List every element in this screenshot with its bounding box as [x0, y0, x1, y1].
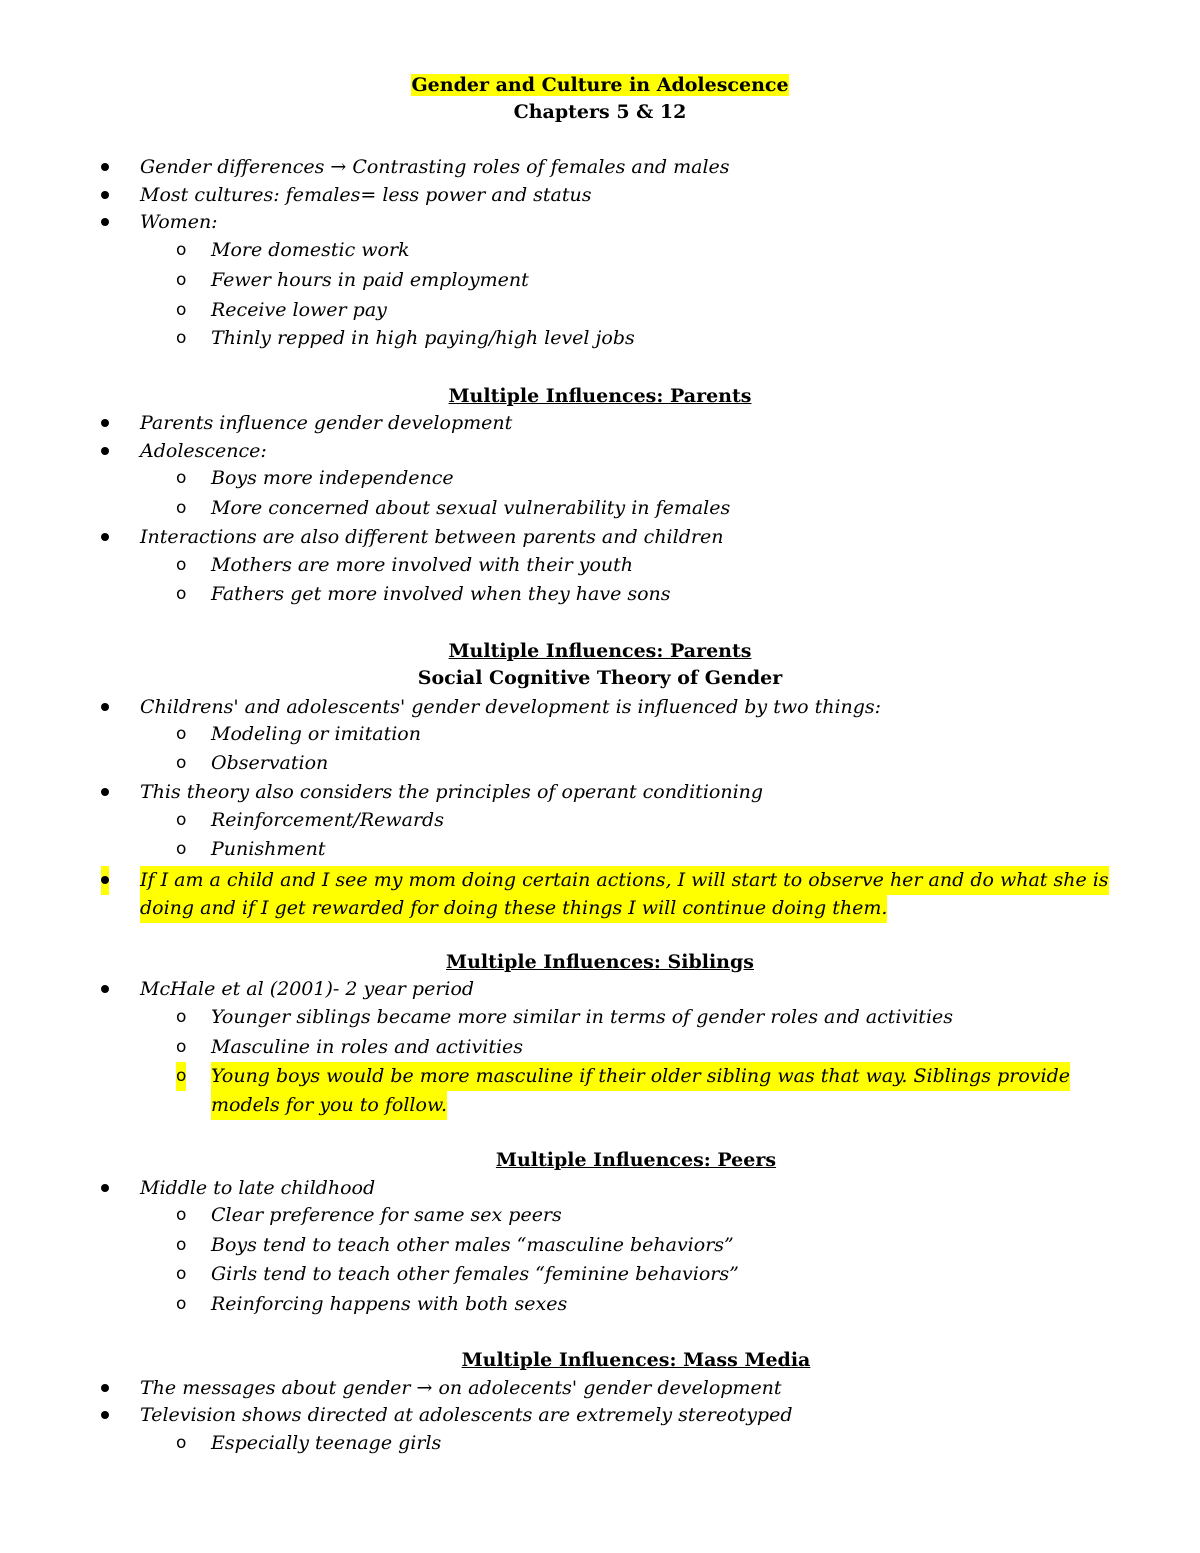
- bullet-icon: [101, 409, 109, 438]
- section-subheading-text: Social Cognitive Theory of Gender: [417, 667, 783, 689]
- sub-list-item-text: Boys more independence: [211, 467, 454, 489]
- sub-list-item-text: More concerned about sexual vulnerability in females: [211, 497, 731, 519]
- sub-list-item-text: Masculine in roles and activities: [211, 1036, 524, 1058]
- circle-bullet-icon: o: [176, 839, 187, 859]
- sub-list-item-text: Observation: [211, 752, 329, 774]
- circle-bullet-icon: o: [176, 498, 187, 518]
- circle-bullet-icon: o: [176, 1235, 187, 1255]
- circle-bullet-icon: o: [176, 1205, 187, 1225]
- section-heading-text: Multiple Influences: Siblings: [446, 951, 754, 973]
- list-item-text: If I am a child and I see my mom doing certain actions, I will start to observe her and do what she is: [140, 866, 1109, 895]
- circle-bullet-icon: o: [176, 240, 187, 260]
- circle-bullet-icon: o: [176, 584, 187, 604]
- bullet-icon: [101, 778, 109, 807]
- section-heading-peers: [36, 1147, 1200, 1174]
- bullet-icon: [101, 181, 109, 210]
- section-heading-text: Multiple Influences: Parents: [448, 640, 752, 662]
- sub-list-item-text: Clear preference for same sex peers: [211, 1204, 562, 1226]
- circle-bullet-icon: o: [176, 1037, 187, 1057]
- sub-list-item-text: Punishment: [211, 838, 326, 860]
- bullet-icon: [101, 1401, 109, 1430]
- section-heading-text: Multiple Influences: Peers: [495, 1149, 777, 1171]
- list-item-text: doing and if I get rewarded for doing these things I will continue doing them.: [140, 894, 887, 923]
- section-heading-media: [36, 1347, 1200, 1374]
- bullet-icon: [101, 1374, 109, 1403]
- sub-list-item-text: Girls tend to teach other females “feminine behaviors”: [211, 1263, 739, 1285]
- sub-list-item-text: Younger siblings became more similar in terms of gender roles and activities: [211, 1006, 954, 1028]
- circle-bullet-icon: o: [176, 1062, 186, 1091]
- sub-list-item-text: Reinforcing happens with both sexes: [211, 1293, 568, 1315]
- list-item-text: Adolescence:: [140, 440, 267, 462]
- circle-bullet-icon: o: [176, 300, 187, 320]
- list-item-text: This theory also considers the principles of operant conditioning: [140, 781, 764, 803]
- subtitle-text: Chapters 5 & 12: [513, 101, 687, 123]
- list-item-text: Gender differences → Contrasting roles of females and males: [140, 156, 730, 178]
- list-item-text: Interactions are also different between parents and children: [140, 526, 724, 548]
- list-item-text: The messages about gender → on adolecents' gender development: [140, 1377, 782, 1399]
- list-item-text: Most cultures: females= less power and status: [140, 184, 592, 206]
- circle-bullet-icon: o: [176, 1294, 187, 1314]
- bullet-icon: [101, 437, 109, 466]
- section-heading-text: Multiple Influences: Mass Media: [461, 1349, 811, 1371]
- list-item-text: Television shows directed at adolescents are extremely stereotyped: [140, 1404, 793, 1426]
- circle-bullet-icon: o: [176, 810, 187, 830]
- sub-list-item-text: models for you to follow.: [211, 1091, 447, 1120]
- circle-bullet-icon: o: [176, 328, 187, 348]
- circle-bullet-icon: o: [176, 753, 187, 773]
- sub-list-item-text: Mothers are more involved with their youth: [211, 554, 633, 576]
- circle-bullet-icon: o: [176, 1264, 187, 1284]
- bullet-icon: [101, 523, 109, 552]
- circle-bullet-icon: o: [176, 1433, 187, 1453]
- bullet-icon: [101, 975, 109, 1004]
- bullet-icon: [101, 208, 109, 237]
- circle-bullet-icon: o: [176, 1007, 187, 1027]
- document-title: [0, 72, 1200, 99]
- sub-list-item-text: Fathers get more involved when they have sons: [211, 583, 671, 605]
- sub-list-item-text: Reinforcement/Rewards: [211, 809, 444, 831]
- bullet-icon: [101, 866, 109, 895]
- list-item-text: Women:: [140, 211, 218, 233]
- sub-list-item-text: Young boys would be more masculine if their older sibling was that way. Siblings provide: [211, 1062, 1070, 1091]
- document-subtitle: [0, 99, 1200, 126]
- section-heading-text: Multiple Influences: Parents: [448, 385, 752, 407]
- circle-bullet-icon: o: [176, 270, 187, 290]
- bullet-icon: [101, 1174, 109, 1203]
- sub-list-item-text: Receive lower pay: [211, 299, 387, 321]
- circle-bullet-icon: o: [176, 724, 187, 744]
- list-item-text: Parents influence gender development: [140, 412, 513, 434]
- title-text: Gender and Culture in Adolescence: [411, 74, 789, 96]
- circle-bullet-icon: o: [176, 555, 187, 575]
- section-subheading: [0, 665, 1200, 692]
- list-item-text: Middle to late childhood: [140, 1177, 376, 1199]
- sub-list-item-text: Thinly repped in high paying/high level jobs: [211, 327, 635, 349]
- list-item-text: McHale et al (2001)- 2 year period: [140, 978, 475, 1000]
- sub-list-item-text: Modeling or imitation: [211, 723, 421, 745]
- bullet-icon: [101, 153, 109, 182]
- section-heading-siblings: [0, 949, 1200, 976]
- sub-list-item-text: More domestic work: [211, 239, 410, 261]
- circle-bullet-icon: o: [176, 468, 187, 488]
- section-heading-parents: [0, 638, 1200, 665]
- bullet-icon: [101, 693, 109, 722]
- sub-list-item-text: Especially teenage girls: [211, 1432, 442, 1454]
- section-heading-parents: [0, 383, 1200, 410]
- sub-list-item-text: Fewer hours in paid employment: [211, 269, 529, 291]
- list-item-text: Childrens' and adolescents' gender development is influenced by two things:: [140, 696, 882, 718]
- sub-list-item-text: Boys tend to teach other males “masculine behaviors”: [211, 1234, 734, 1256]
